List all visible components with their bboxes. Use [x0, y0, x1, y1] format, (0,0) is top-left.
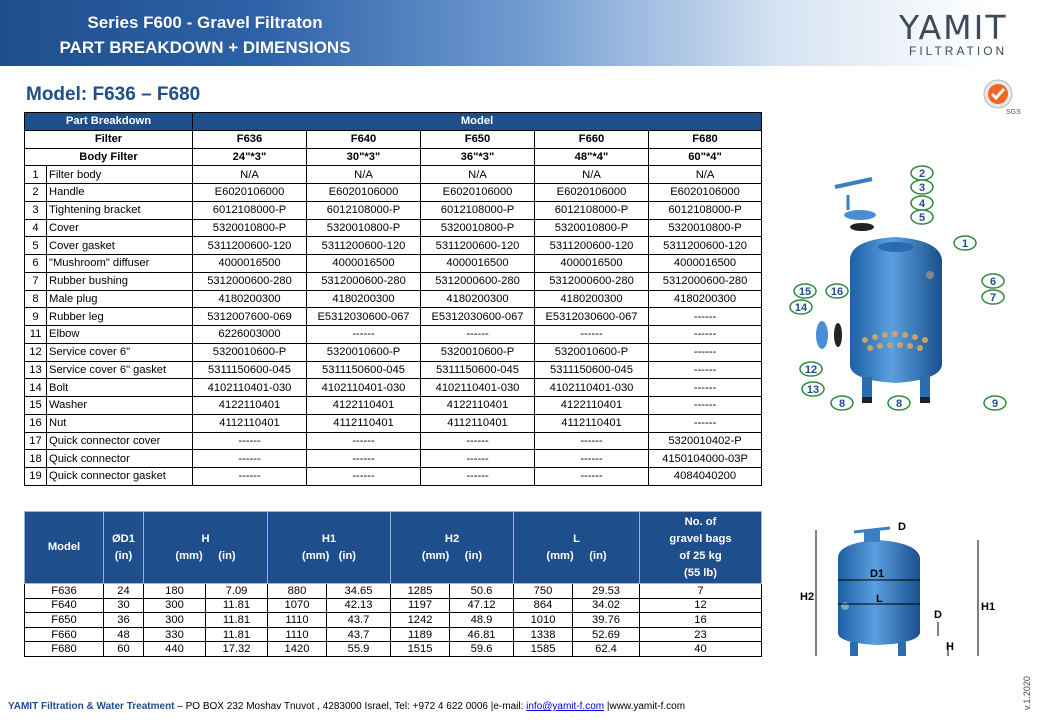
part-code-cell: 4180200300: [307, 290, 421, 308]
table-row: [25, 166, 762, 184]
callout-label: 3: [918, 182, 926, 194]
callout-label: 16: [830, 286, 844, 298]
part-code-cell: 4112110401: [535, 414, 649, 432]
part-code-cell: 4000016500: [307, 255, 421, 273]
dims-header-model: Model: [25, 512, 104, 584]
dims-cell-d1: 30: [104, 598, 144, 613]
part-code-cell: ------: [307, 432, 421, 450]
part-code-cell: 5320010800-P: [307, 219, 421, 237]
part-name-cell: Quick connector cover: [47, 432, 193, 450]
part-code-cell: 6012108000-P: [307, 201, 421, 219]
sgs-label: SGS: [1006, 109, 1021, 116]
callout-label: 7: [989, 292, 997, 304]
part-code-cell: ------: [193, 450, 307, 468]
dimensions-table: [24, 511, 762, 657]
dims-cell-l-mm: 1338: [514, 627, 573, 642]
part-code-cell: ------: [649, 397, 762, 415]
part-code-cell: 6226003000: [193, 326, 307, 344]
dims-cell-model: F636: [25, 584, 104, 599]
dims-cell-l-mm: 1585: [514, 642, 573, 657]
part-code-cell: 4122110401: [535, 397, 649, 415]
dims-header-h1: H1 (mm) (in): [268, 512, 391, 584]
logo-sub-text: FILTRATION: [909, 44, 1008, 58]
dims-header-gravel-bags: No. of gravel bags of 25 kg (55 lb): [640, 512, 762, 584]
part-code-cell: 4180200300: [193, 290, 307, 308]
part-code-cell: 6012108000-P: [535, 201, 649, 219]
dims-cell-h2-in: 59.6: [450, 642, 514, 657]
dims-cell-l-in: 34.02: [573, 598, 640, 613]
part-code-cell: ------: [307, 468, 421, 486]
part-code-cell: ------: [535, 450, 649, 468]
part-code-cell: 5320010402-P: [649, 432, 762, 450]
model-cell: F660: [535, 130, 649, 148]
dim-label: D: [898, 521, 906, 533]
dims-cell-h-mm: 180: [144, 584, 206, 599]
part-code-cell: E6020106000: [421, 184, 535, 202]
table-row: [25, 450, 762, 468]
part-code-cell: 5312007600-069: [193, 308, 307, 326]
table-row: [25, 627, 762, 642]
part-code-cell: ------: [193, 432, 307, 450]
part-code-cell: 4112110401: [421, 414, 535, 432]
body-size-cell: 24"*3": [193, 148, 307, 166]
part-code-cell: 5312000600-280: [193, 272, 307, 290]
handle-part: [835, 179, 872, 187]
dims-cell-h1-mm: 1110: [268, 613, 327, 628]
dims-cell-l-in: 29.53: [573, 584, 640, 599]
part-code-cell: ------: [649, 379, 762, 397]
table-row: [25, 397, 762, 415]
table-header-row: [25, 113, 762, 131]
part-code-cell: E5312030600-067: [421, 308, 535, 326]
part-number-cell: 17: [25, 432, 47, 450]
dims-cell-d1: 48: [104, 627, 144, 642]
part-code-cell: ------: [307, 326, 421, 344]
dims-cell-h1-in: 43.7: [327, 627, 391, 642]
part-name-cell: Rubber bushing: [47, 272, 193, 290]
dims-cell-h-in: 11.81: [206, 598, 268, 613]
part-number-cell: 15: [25, 397, 47, 415]
part-code-cell: 4102110401-030: [535, 379, 649, 397]
part-code-cell: 5311200600-120: [535, 237, 649, 255]
part-code-cell: 5312000600-280: [649, 272, 762, 290]
part-name-cell: Service cover 6" gasket: [47, 361, 193, 379]
callout-label: 2: [918, 168, 926, 180]
table-row: [25, 432, 762, 450]
part-code-cell: 4122110401: [193, 397, 307, 415]
body-size-cell: 60"*4": [649, 148, 762, 166]
part-code-cell: 4000016500: [649, 255, 762, 273]
body-size-cell: 48"*4": [535, 148, 649, 166]
dims-header-row: [25, 512, 762, 584]
dims-cell-bags: 16: [640, 613, 762, 628]
dims-cell-h2-in: 48.9: [450, 613, 514, 628]
filter-row: [25, 130, 762, 148]
part-number-cell: 11: [25, 326, 47, 344]
dims-header-h2: H2 (mm) (in): [391, 512, 514, 584]
part-number-cell: 9: [25, 308, 47, 326]
part-code-cell: E6020106000: [307, 184, 421, 202]
dims-cell-bags: 40: [640, 642, 762, 657]
table-row: [25, 642, 762, 657]
part-name-cell: Quick connector: [47, 450, 193, 468]
dims-cell-model: F640: [25, 598, 104, 613]
body-filter-row: [25, 148, 762, 166]
table-row: [25, 255, 762, 273]
part-code-cell: E6020106000: [535, 184, 649, 202]
table-row: [25, 584, 762, 599]
table-row: [25, 219, 762, 237]
parts-breakdown-table: [24, 112, 762, 486]
part-number-cell: 6: [25, 255, 47, 273]
part-code-cell: 6012108000-P: [421, 201, 535, 219]
dims-cell-bags: 12: [640, 598, 762, 613]
filter-label: Filter: [25, 130, 193, 148]
part-code-cell: 5320010600-P: [535, 343, 649, 361]
part-code-cell: 4122110401: [421, 397, 535, 415]
dims-header-h: H (mm) (in): [144, 512, 268, 584]
part-code-cell: 4112110401: [307, 414, 421, 432]
part-code-cell: 5320010800-P: [421, 219, 535, 237]
dims-cell-h2-mm: 1197: [391, 598, 450, 613]
part-number-cell: 3: [25, 201, 47, 219]
dims-cell-h-mm: 300: [144, 613, 206, 628]
part-code-cell: ------: [649, 361, 762, 379]
footer-email-link[interactable]: info@yamit-f.com: [526, 701, 605, 712]
dim-label: D1: [870, 568, 885, 580]
service-cover-part: [816, 321, 828, 349]
part-code-cell: 4102110401-030: [421, 379, 535, 397]
part-number-cell: 4: [25, 219, 47, 237]
part-code-cell: E5312030600-067: [535, 308, 649, 326]
part-code-cell: 5320010800-P: [649, 219, 762, 237]
part-code-cell: ------: [649, 343, 762, 361]
dimension-diagram: [798, 518, 998, 668]
part-name-cell: Rubber leg: [47, 308, 193, 326]
cover-part: [844, 210, 876, 220]
callout-label: 8: [838, 398, 846, 410]
dims-cell-h2-mm: 1285: [391, 584, 450, 599]
callout-label: 1: [961, 238, 969, 250]
body-size-cell: 30"*3": [307, 148, 421, 166]
model-heading: Model: F636 – F680: [26, 84, 201, 105]
part-name-cell: Filter body: [47, 166, 193, 184]
part-code-cell: 5311200600-120: [193, 237, 307, 255]
part-code-cell: 5311150600-045: [535, 361, 649, 379]
header-model: Model: [193, 113, 762, 131]
part-code-cell: 4112110401: [193, 414, 307, 432]
exploded-filter-diagram: [780, 165, 1030, 425]
part-number-cell: 18: [25, 450, 47, 468]
dim-label: D: [934, 609, 942, 621]
dims-cell-l-mm: 750: [514, 584, 573, 599]
dims-cell-h-mm: 440: [144, 642, 206, 657]
part-number-cell: 12: [25, 343, 47, 361]
model-cell: F636: [193, 130, 307, 148]
part-code-cell: 5311200600-120: [649, 237, 762, 255]
part-code-cell: E6020106000: [193, 184, 307, 202]
part-name-cell: Bolt: [47, 379, 193, 397]
part-name-cell: Quick connector gasket: [47, 468, 193, 486]
header-title-line2: PART BREAKDOWN + DIMENSIONS: [59, 38, 351, 57]
dims-cell-l-in: 62.4: [573, 642, 640, 657]
part-code-cell: 6012108000-P: [193, 201, 307, 219]
dims-cell-h1-mm: 1070: [268, 598, 327, 613]
dims-cell-h-mm: 300: [144, 598, 206, 613]
part-code-cell: E5312030600-067: [307, 308, 421, 326]
part-number-cell: 19: [25, 468, 47, 486]
dims-cell-h-in: 17.32: [206, 642, 268, 657]
dims-cell-l-mm: 1010: [514, 613, 573, 628]
table-row: [25, 343, 762, 361]
yamit-logo: [895, 8, 1025, 58]
dims-cell-h2-in: 47.12: [450, 598, 514, 613]
dims-header-d1: ØD1 (in): [104, 512, 144, 584]
part-code-cell: 5320010800-P: [535, 219, 649, 237]
table-row: [25, 184, 762, 202]
part-code-cell: 4000016500: [193, 255, 307, 273]
part-name-cell: Service cover 6": [47, 343, 193, 361]
model-cell: F650: [421, 130, 535, 148]
part-name-cell: Handle: [47, 184, 193, 202]
header-title-line1: Series F600 - Gravel Filtraton: [87, 13, 323, 32]
table-row: [25, 468, 762, 486]
dim-label: H2: [800, 591, 815, 603]
part-number-cell: 13: [25, 361, 47, 379]
callout-label: 4: [918, 198, 926, 210]
part-name-cell: Nut: [47, 414, 193, 432]
part-code-cell: 4150104000-03P: [649, 450, 762, 468]
part-name-cell: Male plug: [47, 290, 193, 308]
dim-label: H: [946, 641, 954, 653]
header-title: [0, 10, 410, 60]
dims-cell-h-in: 11.81: [206, 627, 268, 642]
model-cell: F640: [307, 130, 421, 148]
model-cell: F680: [649, 130, 762, 148]
dims-cell-h2-in: 46.81: [450, 627, 514, 642]
part-code-cell: 5311200600-120: [421, 237, 535, 255]
callout-label: 9: [991, 398, 999, 410]
header-part-breakdown: Part Breakdown: [25, 113, 193, 131]
dims-cell-h2-mm: 1515: [391, 642, 450, 657]
part-code-cell: 4000016500: [535, 255, 649, 273]
table-row: [25, 326, 762, 344]
part-code-cell: 5312000600-280: [535, 272, 649, 290]
callout-label: 15: [798, 286, 812, 298]
dims-cell-h1-mm: 1420: [268, 642, 327, 657]
dims-cell-h-in: 11.81: [206, 613, 268, 628]
part-code-cell: 4000016500: [421, 255, 535, 273]
part-name-cell: Elbow: [47, 326, 193, 344]
part-code-cell: 5311150600-045: [307, 361, 421, 379]
dims-header-l: L (mm) (in): [514, 512, 640, 584]
callout-label: 14: [794, 302, 808, 314]
part-code-cell: 5320010600-P: [307, 343, 421, 361]
table-row: [25, 361, 762, 379]
dims-cell-model: F650: [25, 613, 104, 628]
dims-cell-h-in: 7.09: [206, 584, 268, 599]
dims-cell-d1: 60: [104, 642, 144, 657]
callout-label: 6: [989, 276, 997, 288]
part-code-cell: ------: [649, 326, 762, 344]
dims-cell-l-mm: 864: [514, 598, 573, 613]
part-code-cell: 6012108000-P: [649, 201, 762, 219]
table-row: [25, 237, 762, 255]
part-number-cell: 8: [25, 290, 47, 308]
part-number-cell: 16: [25, 414, 47, 432]
body-filter-label: Body Filter: [25, 148, 193, 166]
part-number-cell: 5: [25, 237, 47, 255]
dims-cell-h1-in: 42.13: [327, 598, 391, 613]
footer: [8, 701, 685, 712]
dims-cell-h1-in: 34.65: [327, 584, 391, 599]
part-code-cell: N/A: [193, 166, 307, 184]
part-code-cell: 5320010600-P: [421, 343, 535, 361]
dims-cell-model: F660: [25, 627, 104, 642]
part-code-cell: 5320010800-P: [193, 219, 307, 237]
part-code-cell: 5311150600-045: [193, 361, 307, 379]
part-number-cell: 14: [25, 379, 47, 397]
dims-cell-bags: 23: [640, 627, 762, 642]
version-label: v.1.2020: [1022, 676, 1032, 710]
cover-gasket-part: [850, 223, 874, 231]
dims-cell-h-mm: 330: [144, 627, 206, 642]
part-name-cell: "Mushroom" diffuser: [47, 255, 193, 273]
part-code-cell: N/A: [421, 166, 535, 184]
dim-label: H1: [981, 601, 996, 613]
dims-cell-bags: 7: [640, 584, 762, 599]
table-row: [25, 272, 762, 290]
part-code-cell: ------: [649, 414, 762, 432]
part-name-cell: Cover: [47, 219, 193, 237]
part-code-cell: ------: [307, 450, 421, 468]
dims-cell-l-in: 52.69: [573, 627, 640, 642]
dims-cell-h2-in: 50.6: [450, 584, 514, 599]
part-name-cell: Cover gasket: [47, 237, 193, 255]
table-row: [25, 201, 762, 219]
table-row: [25, 598, 762, 613]
callout-label: 8: [895, 398, 903, 410]
table-row: [25, 379, 762, 397]
logo-main-text: YAMIT: [899, 8, 1008, 47]
part-code-cell: ------: [535, 468, 649, 486]
part-code-cell: 4180200300: [649, 290, 762, 308]
dims-cell-h2-mm: 1242: [391, 613, 450, 628]
part-number-cell: 7: [25, 272, 47, 290]
part-code-cell: 5311200600-120: [307, 237, 421, 255]
part-number-cell: 1: [25, 166, 47, 184]
part-code-cell: 4180200300: [535, 290, 649, 308]
part-code-cell: 5311150600-045: [421, 361, 535, 379]
dims-cell-h1-mm: 880: [268, 584, 327, 599]
footer-address: – PO BOX 232 Moshav Tnuvot , 4283000 Israel, Tel: +972 4 622 0006 |e-mail:: [174, 701, 527, 712]
footer-website[interactable]: |www.yamit-f.com: [604, 701, 686, 712]
part-code-cell: ------: [421, 432, 535, 450]
dim-label: L: [876, 593, 883, 605]
part-code-cell: 4084040200: [649, 468, 762, 486]
callout-label: 5: [918, 212, 926, 224]
footer-brand: YAMIT Filtration & Water Treatment: [8, 701, 175, 712]
part-name-cell: Tightening bracket: [47, 201, 193, 219]
dims-cell-d1: 24: [104, 584, 144, 599]
part-code-cell: 4102110401-030: [193, 379, 307, 397]
part-code-cell: ------: [421, 450, 535, 468]
part-code-cell: E6020106000: [649, 184, 762, 202]
part-code-cell: 4180200300: [421, 290, 535, 308]
sgs-certification-icon: [980, 76, 1022, 116]
dims-cell-h1-in: 55.9: [327, 642, 391, 657]
part-code-cell: N/A: [535, 166, 649, 184]
part-code-cell: 4122110401: [307, 397, 421, 415]
dims-cell-model: F680: [25, 642, 104, 657]
filter-body-part: [850, 237, 942, 383]
dims-cell-h1-mm: 1110: [268, 627, 327, 642]
dims-cell-h2-mm: 1189: [391, 627, 450, 642]
callout-label: 12: [804, 364, 818, 376]
part-name-cell: Washer: [47, 397, 193, 415]
part-code-cell: 5320010600-P: [193, 343, 307, 361]
part-code-cell: 4102110401-030: [307, 379, 421, 397]
part-code-cell: ------: [535, 326, 649, 344]
dims-cell-l-in: 39.76: [573, 613, 640, 628]
part-code-cell: ------: [535, 432, 649, 450]
part-code-cell: ------: [193, 468, 307, 486]
table-row: [25, 613, 762, 628]
part-code-cell: N/A: [307, 166, 421, 184]
part-code-cell: ------: [421, 468, 535, 486]
part-code-cell: ------: [649, 308, 762, 326]
part-code-cell: N/A: [649, 166, 762, 184]
dims-cell-d1: 36: [104, 613, 144, 628]
part-code-cell: 5312000600-280: [307, 272, 421, 290]
callout-label: 13: [806, 384, 820, 396]
table-row: [25, 414, 762, 432]
table-row: [25, 290, 762, 308]
part-number-cell: 2: [25, 184, 47, 202]
body-size-cell: 36"*3": [421, 148, 535, 166]
part-code-cell: ------: [421, 326, 535, 344]
part-code-cell: 5312000600-280: [421, 272, 535, 290]
dims-cell-h1-in: 43.7: [327, 613, 391, 628]
table-row: [25, 308, 762, 326]
